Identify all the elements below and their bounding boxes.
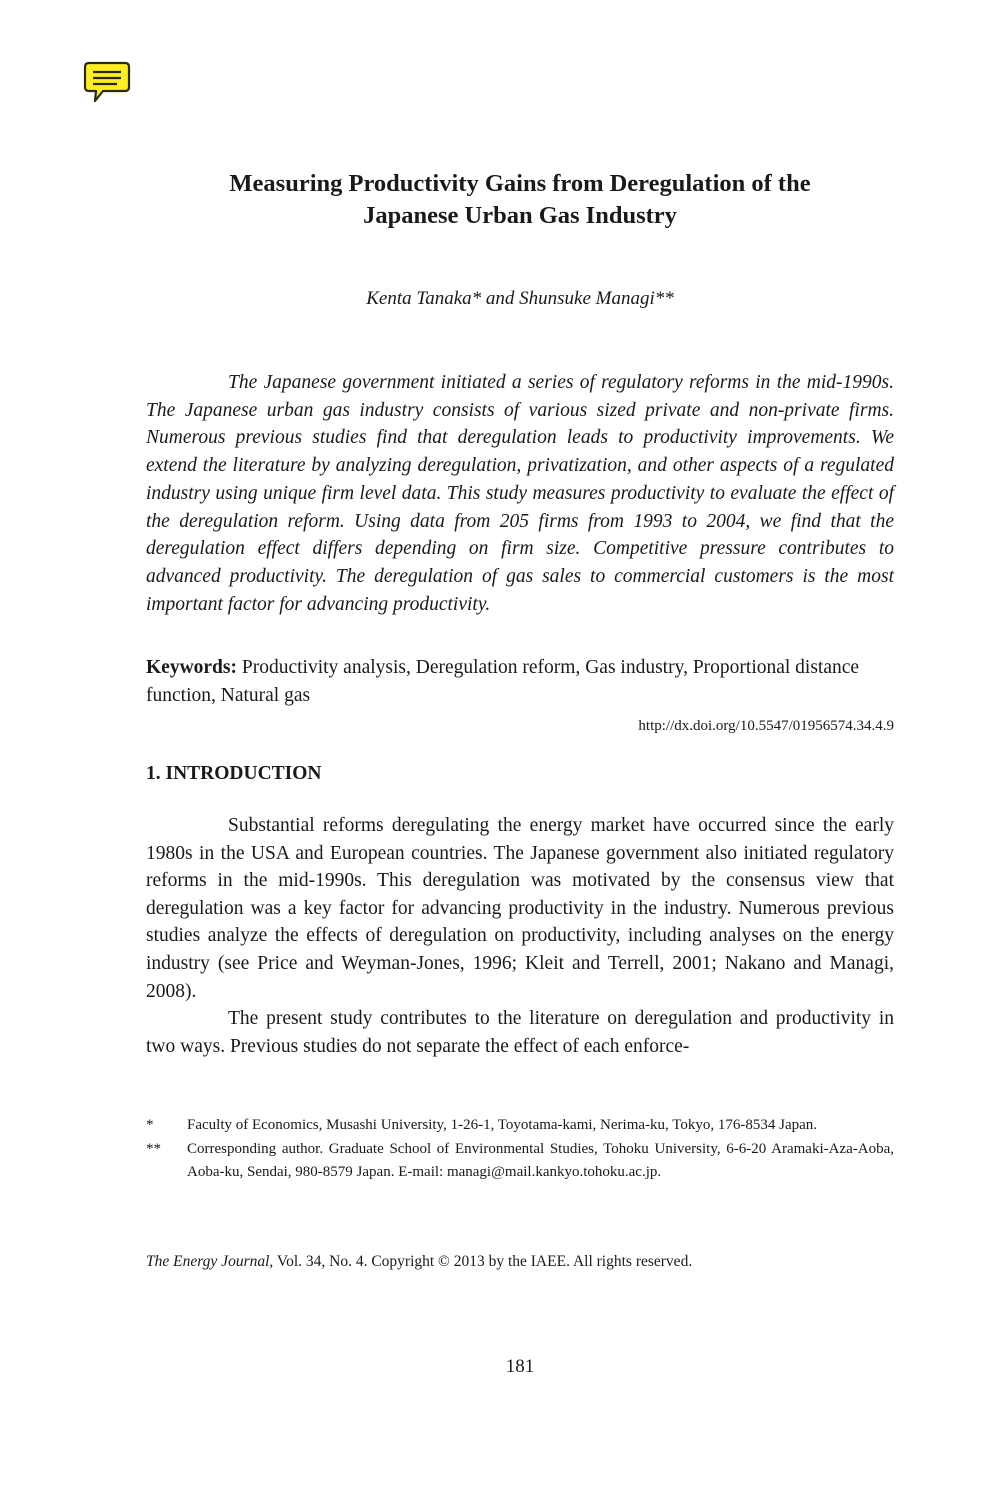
title-line-1: Measuring Productivity Gains from Deregulation of the [229, 170, 811, 197]
comment-note-icon[interactable] [83, 60, 131, 104]
journal-name: The Energy Journal [146, 1253, 270, 1270]
keywords-text: Productivity analysis, Deregulation reform, Gas industry, Proportional distance function, Natural gas [146, 657, 860, 706]
author-list: Kenta Tanaka* and Shunsuke Managi** [366, 288, 674, 309]
footnote-2 [146, 1138, 894, 1184]
footnote-text: Faculty of Economics, Musashi University, 1-26-1, Toyotama-kami, Nerima-ku, Tokyo, 176-8534 Japan. [187, 1117, 818, 1133]
footnote-1 [146, 1114, 894, 1137]
keywords-label: Keywords: [146, 657, 237, 678]
section-heading: 1. INTRODUCTION [146, 763, 322, 784]
body-paragraph-1: Substantial reforms deregulating the energy market have occurred since the early 1980s in the USA and European countries. The Japanese government also initiated regulatory reforms in the mid-1990s. This deregulation was motivated by the consensus view that deregulation was a key factor for advancing productivity in the industry. Numerous previous studies analyze the effects of deregulation on productivity, including analyses on the energy industry (see Price and Weyman-Jones, 1996; Kleit and Terrell, 2001; Nakano and Managi, 2008). [146, 815, 894, 1002]
copyright-line [146, 1253, 894, 1271]
body-text [146, 812, 894, 1060]
copyright-text: , Vol. 34, No. 4. Copyright © 2013 by the IAEE. All rights reserved. [269, 1253, 693, 1270]
paper-title [146, 168, 894, 232]
footnote-mark: * [146, 1117, 154, 1133]
abstract: The Japanese government initiated a series of regulatory reforms in the mid-1990s. The Japanese urban gas industry consists of various sized private and non-private firms. Numerous previous studies find that deregulation leads to productivity improvements. We extend the literature by analyzing deregulation, privatization, and other aspects of a regulated industry using unique firm level data. This study measures productivity to evaluate the effect of the deregulation reform. Using data from 205 firms from 1993 to 2004, we find that the deregulation effect differs depending on firm size. Competitive pressure contributes to advanced productivity. The deregulation of gas sales to commercial customers is the most important factor for advancing productivity. [146, 372, 894, 615]
footnote-text: Corresponding author. Graduate School of Environmental Studies, Tohoku University, 6-6-20 Aramaki-Aza-Aoba, Aoba-ku, Sendai, 980-8579 Japan. E-mail: managi@mail.kankyo.tohoku.ac.jp. [187, 1141, 894, 1180]
page-number: 181 [505, 1356, 535, 1377]
footnote-mark: ** [146, 1141, 161, 1157]
footnotes [146, 1114, 894, 1185]
doi-link[interactable]: http://dx.doi.org/10.5547/01956574.34.4.9 [638, 718, 894, 734]
keywords [146, 654, 894, 710]
title-line-2: Japanese Urban Gas Industry [363, 202, 677, 229]
body-paragraph-2: The present study contributes to the literature on deregulation and productivity in two ways. Previous studies do not separate the effect of each enforce- [146, 1008, 894, 1057]
